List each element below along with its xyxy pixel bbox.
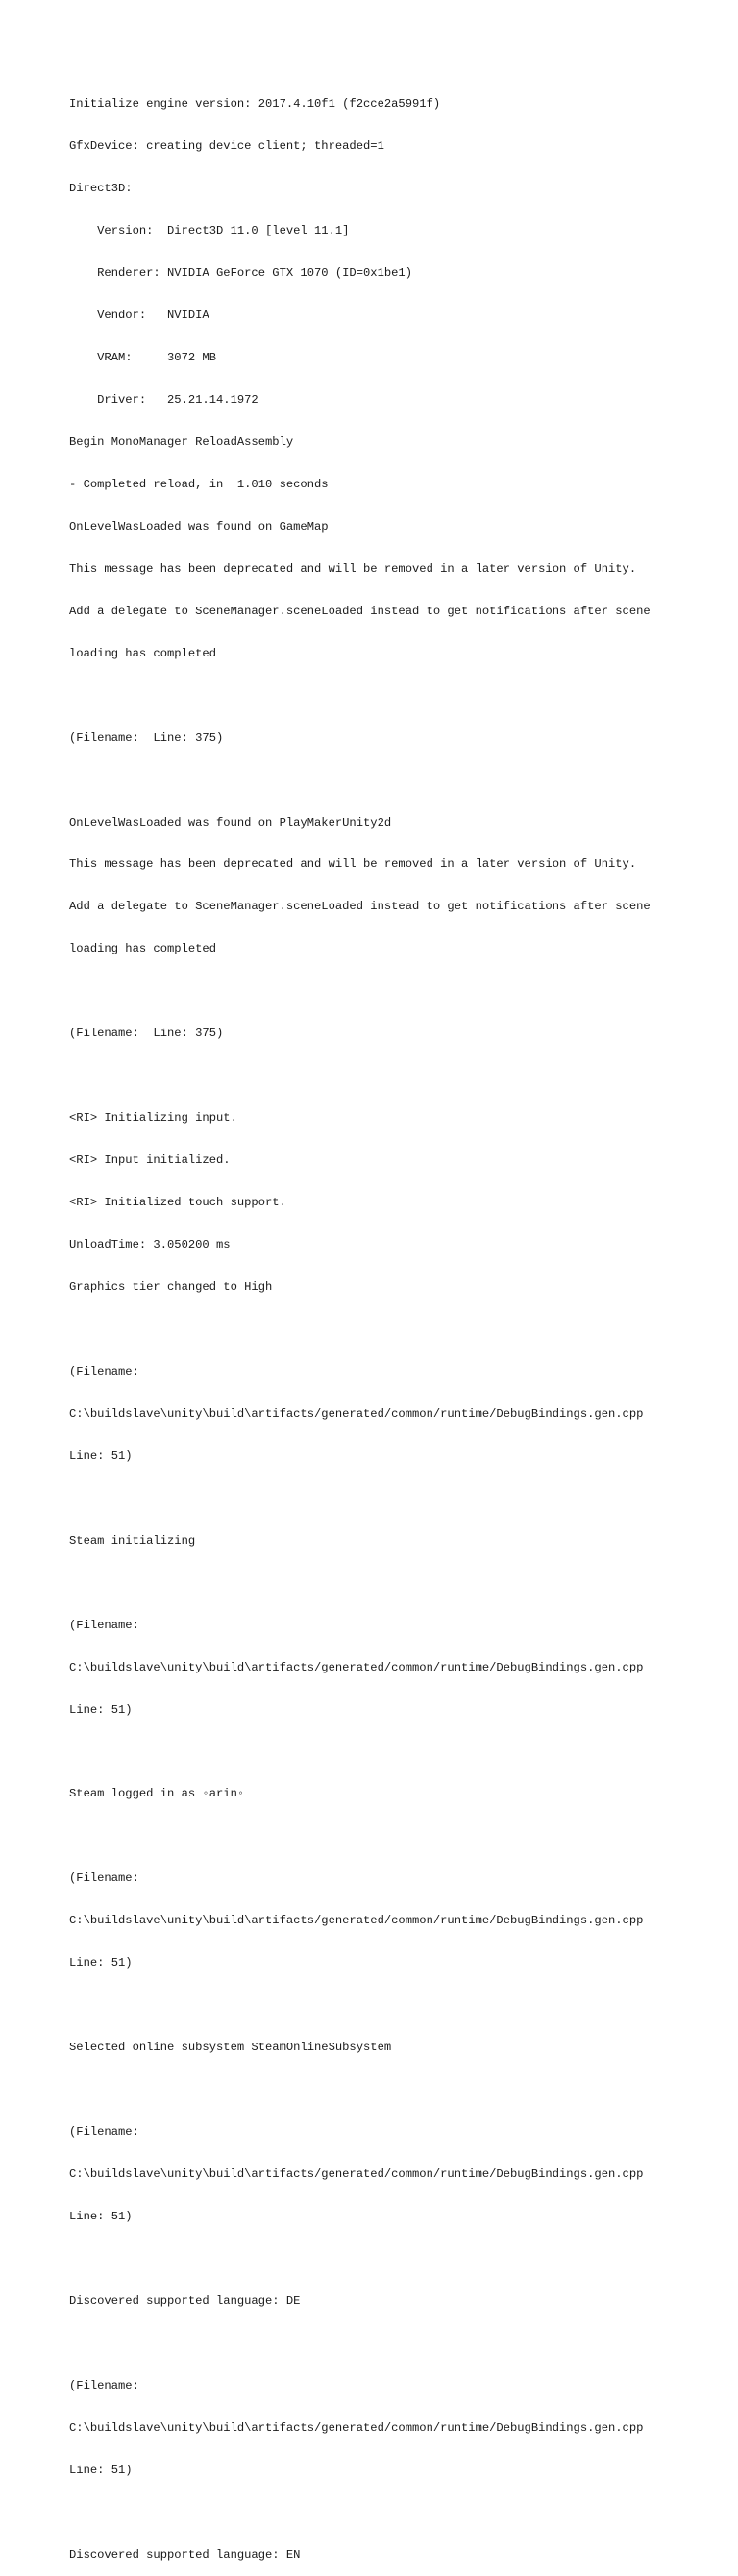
log-line bbox=[69, 1829, 732, 1844]
log-line: Version: Direct3D 11.0 [level 11.1] bbox=[69, 224, 350, 238]
log-line bbox=[69, 2083, 732, 2097]
log-line: loading has completed bbox=[69, 942, 216, 956]
log-line bbox=[69, 2506, 732, 2520]
log-line: (Filename: bbox=[69, 2125, 139, 2140]
log-line: C:\buildslave\unity\build\artifacts/generated/common/runtime/DebugBindings.gen.cpp bbox=[69, 2420, 644, 2435]
log-line: Add a delegate to SceneManager.sceneLoaded instead to get notifications after scene bbox=[69, 604, 651, 618]
log-line: Selected online subsystem SteamOnlineSubsystem bbox=[69, 2041, 392, 2055]
log-line bbox=[69, 1576, 732, 1591]
log-line: This message has been deprecated and will be removed in a later version of Unity. bbox=[69, 857, 637, 872]
log-line: - Completed reload, in 1.010 seconds bbox=[69, 477, 329, 491]
log-line: GfxDevice: creating device client; threaded=1 bbox=[69, 139, 384, 154]
log-line: Line: 51) bbox=[69, 2463, 133, 2477]
log-line bbox=[69, 1323, 732, 1337]
log-line bbox=[69, 2252, 732, 2266]
log-line: C:\buildslave\unity\build\artifacts/generated/common/runtime/DebugBindings.gen.cpp bbox=[69, 1914, 644, 1928]
log-line: Graphics tier changed to High bbox=[69, 1280, 273, 1294]
log-line: Renderer: NVIDIA GeForce GTX 1070 (ID=0x1be1) bbox=[69, 266, 412, 281]
log-line: Line: 51) bbox=[69, 2209, 133, 2223]
log-line: Line: 51) bbox=[69, 1702, 133, 1717]
log-line bbox=[69, 774, 732, 788]
log-line: Direct3D: bbox=[69, 182, 133, 196]
log-line: OnLevelWasLoaded was found on PlayMakerUnity2d bbox=[69, 815, 392, 830]
log-line: loading has completed bbox=[69, 646, 216, 660]
log-line: <RI> Input initialized. bbox=[69, 1153, 231, 1168]
log-line: Add a delegate to SceneManager.sceneLoaded instead to get notifications after scene bbox=[69, 900, 651, 914]
log-line: (Filename: bbox=[69, 1364, 139, 1378]
log-line: Line: 51) bbox=[69, 1956, 133, 1970]
log-line bbox=[69, 1998, 732, 2013]
log-line: <RI> Initializing input. bbox=[69, 1111, 237, 1126]
log-line: (Filename: Line: 375) bbox=[69, 1027, 224, 1041]
log-line: <RI> Initialized touch support. bbox=[69, 1196, 286, 1210]
log-line: UnloadTime: 3.050200 ms bbox=[69, 1238, 231, 1252]
log-line: Driver: 25.21.14.1972 bbox=[69, 392, 258, 407]
log-line: (Filename: bbox=[69, 2378, 139, 2392]
log-line: C:\buildslave\unity\build\artifacts/generated/common/runtime/DebugBindings.gen.cpp bbox=[69, 1406, 644, 1421]
log-line: Discovered supported language: EN bbox=[69, 2547, 301, 2562]
log-line bbox=[69, 1069, 732, 1083]
log-line: (Filename: bbox=[69, 1618, 139, 1632]
log-line: Begin MonoManager ReloadAssembly bbox=[69, 434, 294, 449]
log-line bbox=[69, 1492, 732, 1506]
log-line: (Filename: bbox=[69, 1871, 139, 1886]
log-line: VRAM: 3072 MB bbox=[69, 351, 216, 365]
log-line: Steam initializing bbox=[69, 1533, 196, 1548]
log-line: This message has been deprecated and will be removed in a later version of Unity. bbox=[69, 561, 637, 576]
log-line bbox=[69, 984, 732, 999]
log-line: Line: 51) bbox=[69, 1449, 133, 1463]
log-line: C:\buildslave\unity\build\artifacts/generated/common/runtime/DebugBindings.gen.cpp bbox=[69, 2167, 644, 2182]
log-line: OnLevelWasLoaded was found on GameMap bbox=[69, 519, 329, 533]
log-line bbox=[69, 689, 732, 704]
log-line: Vendor: NVIDIA bbox=[69, 309, 209, 323]
log-line bbox=[69, 2337, 732, 2351]
log-line: Steam logged in as ◦arin◦ bbox=[69, 1787, 245, 1801]
log-line bbox=[69, 1745, 732, 1759]
log-text-block bbox=[69, 69, 732, 2576]
log-line: Initialize engine version: 2017.4.10f1 (f2cce2a5991f) bbox=[69, 97, 441, 111]
log-line: (Filename: Line: 375) bbox=[69, 731, 224, 745]
log-line: Discovered supported language: DE bbox=[69, 2293, 301, 2308]
log-line: C:\buildslave\unity\build\artifacts/generated/common/runtime/DebugBindings.gen.cpp bbox=[69, 1660, 644, 1674]
